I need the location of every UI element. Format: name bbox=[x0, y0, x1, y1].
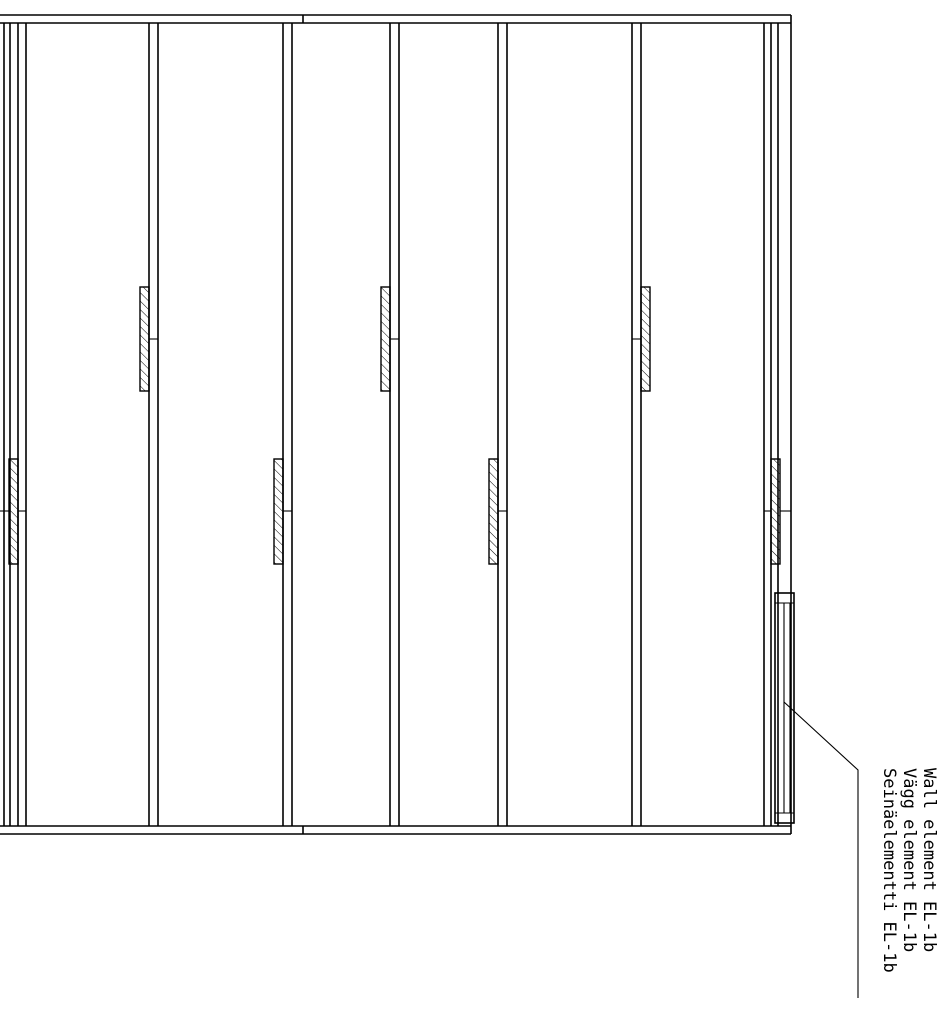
stud-1 bbox=[149, 23, 158, 826]
element-label bbox=[879, 768, 939, 973]
label-line-finnish: Seinäelementti EL-1b bbox=[879, 768, 899, 973]
left-end-studs bbox=[4, 23, 26, 826]
stud-3 bbox=[390, 23, 399, 826]
label-line-english: Wall element EL-1b bbox=[919, 768, 939, 953]
right-end-studs bbox=[764, 23, 778, 826]
label-line-swedish: Vägg element EL-1b bbox=[899, 768, 919, 953]
stud-5 bbox=[632, 23, 641, 826]
stud-2 bbox=[283, 23, 292, 826]
stud-4 bbox=[498, 23, 507, 826]
bottom-plate bbox=[0, 826, 791, 834]
blocking-upper bbox=[140, 287, 650, 391]
blocking-lower bbox=[0, 459, 791, 564]
leader-line bbox=[784, 702, 858, 998]
top-plate bbox=[0, 15, 791, 23]
